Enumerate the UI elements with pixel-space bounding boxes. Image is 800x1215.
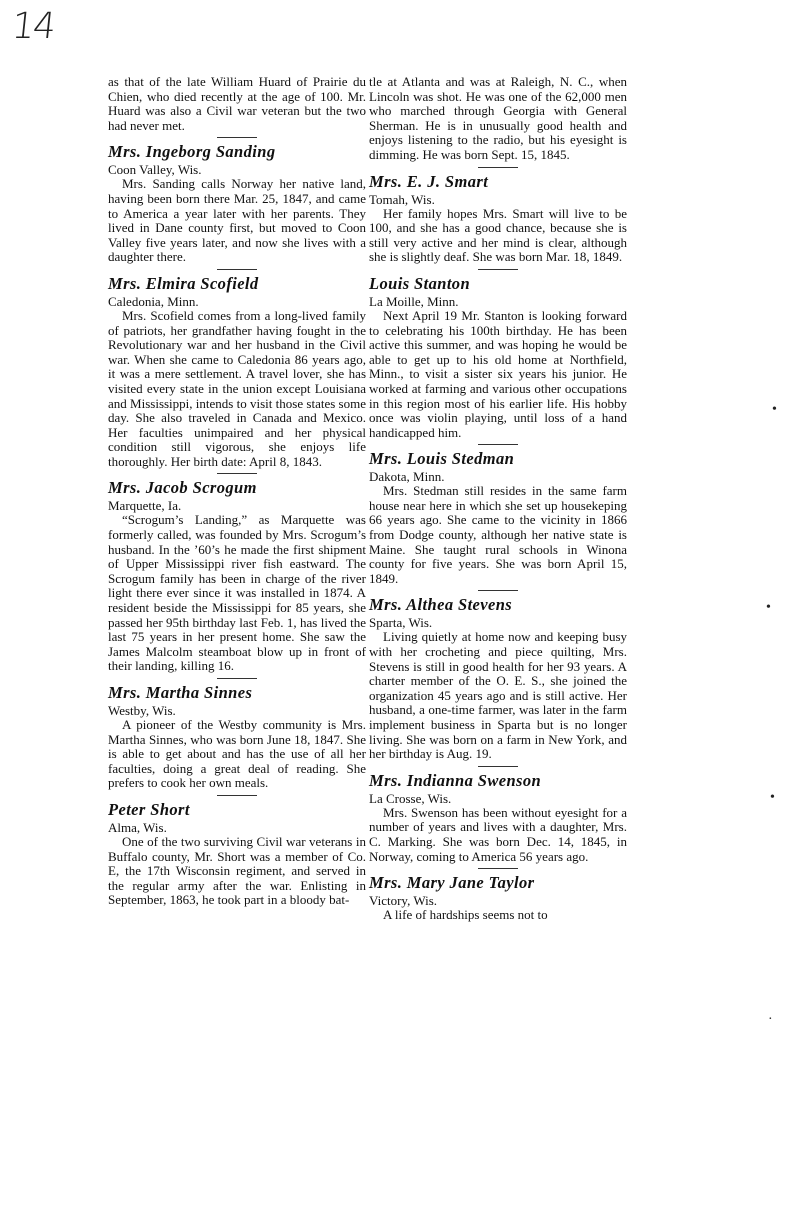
entry-scrogum bbox=[108, 478, 366, 674]
separator-rule bbox=[217, 678, 257, 679]
entry-text: Mrs. Stedman still resides in the same farm house near here in which she set up housekeping 66 years ago. She came to the vicinity in 1866 from Dodge county, although her native state is Maine. She taught rural schools in Winona county for five years. She was born April 15, 1849. bbox=[369, 483, 627, 586]
separator-rule bbox=[478, 590, 518, 591]
entry-text: Mrs. Scofield comes from a long-lived family of patriots, her grandfather having fought in the Revolutionary war and her husband in the Civil war. When she came to Caledonia 86 years ago, it was a mere settlement. A travel lover, she has visited every state in the union except Louisiana and Mississippi, intends to visit those states some day. She also traveled in Canada and Mexico. Her faculties unimpaired and her physical condition still vigorous, she enjoys life thoroughly. Her birth date: April 8, 1843. bbox=[108, 307, 366, 469]
entry-sinnes bbox=[108, 683, 366, 791]
separator-rule bbox=[478, 167, 518, 168]
entry-title: Mrs. Mary Jane Taylor bbox=[369, 873, 535, 893]
entry-title: Peter Short bbox=[108, 799, 190, 819]
separator-rule bbox=[478, 444, 518, 445]
entry-title: Mrs. E. J. Smart bbox=[369, 171, 489, 191]
entry-text: Next April 19 Mr. Stanton is looking forward to celebrating his 100th birthday. He has been active this summer, and was hoping he would be able to get up to his old home at Northfield, Minn., to visit a sister six years his junior. He worked at farming and various other occupations in this region most of his earlier life. His hobby once was violin playing, until loss of a hand handicapped him. bbox=[369, 307, 627, 440]
entry-stevens bbox=[369, 595, 627, 761]
entry-place: Dakota, Minn. bbox=[369, 469, 445, 485]
entry-title: Mrs. Jacob Scrogum bbox=[108, 478, 257, 498]
entry-scofield bbox=[108, 274, 366, 470]
entry-text: One of the two surviving Civil war veterans in Buffalo county, Mr. Short was a member of Co. E, the 17th Wisconsin regiment, and served in the regular army after the war. Enlisting in September, 1863, he took part in a bloody bat- bbox=[108, 833, 366, 908]
left-column bbox=[108, 75, 366, 908]
entry-text: “Scrogum’s Landing,” as Marquette was formerly called, was founded by Mrs. Scrogum’s husband. In the ’60’s he made the first shipment of Upper Mississippi river fish eastward. The Scrogum family has been in charge of the river light there ever since it was installed in 1874. A resident beside the Mississippi for 85 years, she passed her 95th birthday last Feb. 1, has lived the last 75 years in her present home. She saw the James Malcolm steamboat blow up in front of their landing, killing 16. bbox=[108, 512, 366, 674]
entry-text: A pioneer of the Westby community is Mrs. Martha Sinnes, who was born June 18, 1847. She is able to get about and has the use of all her faculties, doing a great deal of reading. She prefers to cook her own meals. bbox=[108, 717, 366, 791]
entry-stedman bbox=[369, 449, 627, 586]
separator-rule bbox=[217, 473, 257, 474]
entry-place: Westby, Wis. bbox=[108, 703, 176, 718]
separator-rule bbox=[217, 137, 257, 138]
entry-place: Tomah, Wis. bbox=[369, 191, 435, 207]
scan-speck-mark: • bbox=[770, 790, 775, 805]
scan-speck-mark: · bbox=[768, 1012, 773, 1027]
entry-sanding bbox=[108, 142, 366, 265]
right-column bbox=[369, 75, 627, 923]
entry-place: Sparta, Wis. bbox=[369, 615, 433, 631]
entry-place: La Moille, Minn. bbox=[369, 293, 459, 309]
entry-title: Mrs. Martha Sinnes bbox=[108, 683, 253, 702]
separator-rule bbox=[478, 269, 518, 270]
entry-swenson bbox=[369, 771, 627, 864]
entry-title: Louis Stanton bbox=[369, 273, 471, 293]
entry-title: Mrs. Ingeborg Sanding bbox=[108, 142, 276, 162]
entry-text: as that of the late William Huard of Prairie du Chien, who died recently at the age of 100. Mr. Huard was also a Civil war veteran but the two had never met. bbox=[108, 74, 366, 133]
entry-title: Mrs. Elmira Scofield bbox=[108, 273, 259, 293]
entry-title: Mrs. Indianna Swenson bbox=[369, 770, 542, 790]
scan-speck-mark: • bbox=[772, 402, 777, 417]
entry-taylor bbox=[369, 873, 627, 923]
entry-continuation bbox=[369, 75, 627, 163]
entry-text: A life of hardships seems not to bbox=[383, 907, 548, 923]
entry-text: Mrs. Sanding calls Norway her native land, having been born there Mar. 25, 1847, and came to America a year later with her parents. They lived in Dane county first, but moved to Coon Valley five years later, and now she lives with a daughter there. bbox=[108, 176, 366, 265]
entry-place: La Crosse, Wis. bbox=[369, 790, 452, 806]
entry-text: Her family hopes Mrs. Smart will live to be 100, and she has a good chance, because she is still very active and her mind is clear, although she is slightly deaf. She was born Mar. 18, 1849. bbox=[369, 205, 627, 265]
separator-rule bbox=[217, 795, 257, 796]
entry-place: Coon Valley, Wis. bbox=[108, 162, 202, 178]
entry-short bbox=[108, 800, 366, 908]
entry-place: Victory, Wis. bbox=[369, 893, 438, 909]
entry-place: Caledonia, Minn. bbox=[108, 293, 199, 309]
entry-text: Mrs. Swenson has been without eyesight for a number of years and lives with a daughter, Mrs. C. Marking. She was born Dec. 14, 1845, in Norway, coming to America 56 years ago. bbox=[369, 804, 627, 864]
entry-title: Mrs. Louis Stedman bbox=[369, 449, 515, 469]
scan-speck-mark: • bbox=[766, 600, 771, 615]
separator-rule bbox=[478, 766, 518, 767]
entry-continuation bbox=[108, 75, 366, 133]
entry-place: Marquette, Ia. bbox=[108, 498, 182, 514]
entry-text: Living quietly at home now and keeping busy with her crocheting and piece quilting, Mrs. Stevens is still in good health for her 93 years. A charter member of the O. E. S., she joined the organization 45 years ago and is still active. Her husband, a one-time farmer, was later in the farm implement business in Sparta but is no longer living. She was born on a farm in New York, and her birthday is Aug. 19. bbox=[369, 629, 627, 762]
entry-title: Mrs. Althea Stevens bbox=[369, 595, 513, 615]
separator-rule bbox=[478, 868, 518, 869]
entry-place: Alma, Wis. bbox=[108, 819, 167, 835]
entry-smart bbox=[369, 172, 627, 265]
entry-stanton bbox=[369, 274, 627, 440]
separator-rule bbox=[217, 269, 257, 270]
entry-text: tle at Atlanta and was at Raleigh, N. C., when Lincoln was shot. He was one of the 62,000 men who marched through Georgia with General Sherman. He is in unusually good health and enjoys listening to the radio, but his eyesight is dimming. He was born Sept. 15, 1845. bbox=[369, 74, 627, 162]
page-number: 14 bbox=[9, 6, 56, 47]
